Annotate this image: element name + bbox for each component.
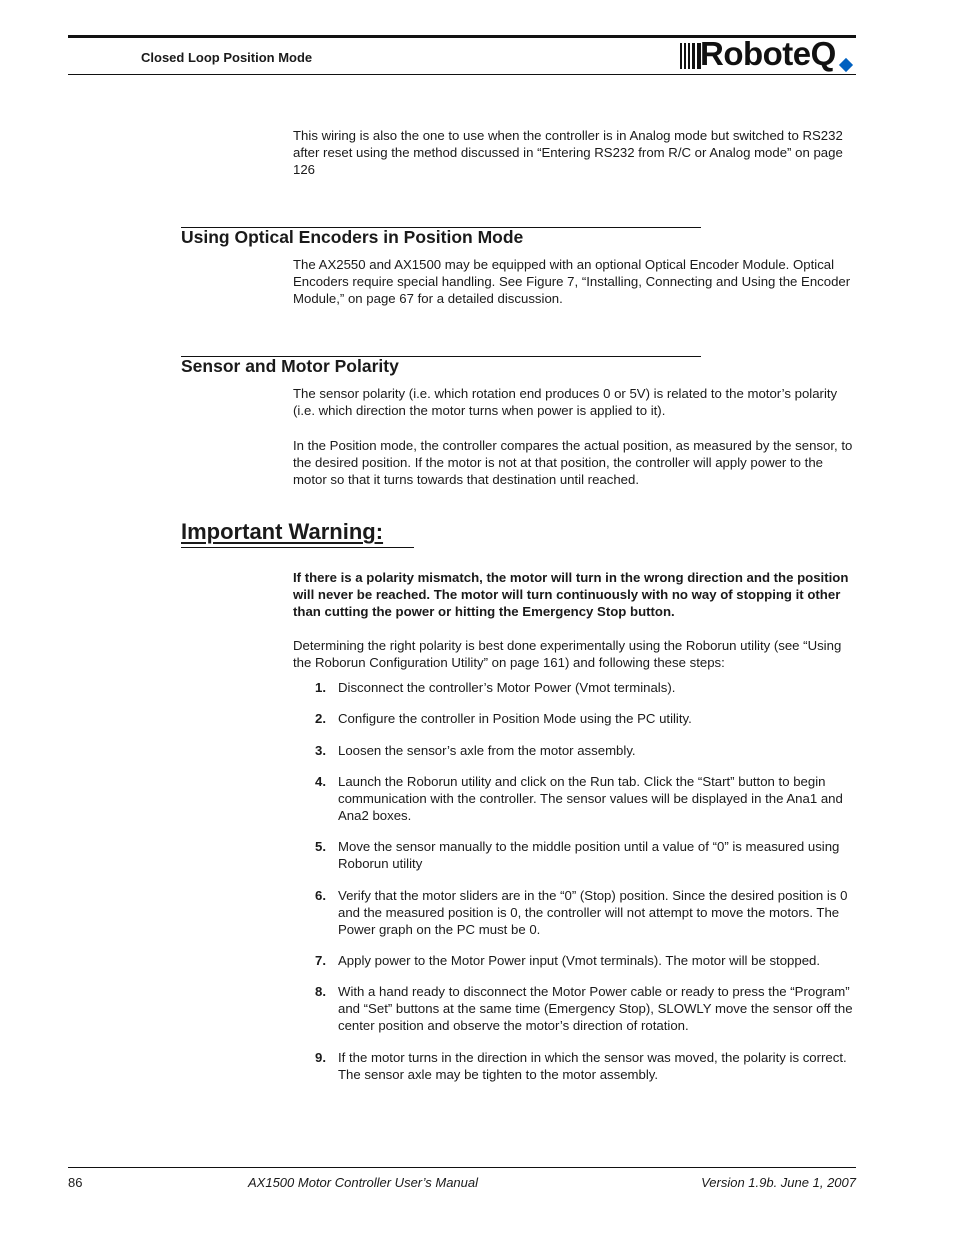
page-number: 86 [68, 1175, 83, 1190]
step-text: Loosen the sensor’s axle from the motor assembly. [338, 743, 636, 758]
step-text: With a hand ready to disconnect the Motor Power cable or ready to press the “Program” and “Set” buttons at the same time (Emergency Stop), SLOWLY move the sensor off the center position and observe the motor’s direction of rotation. [338, 984, 853, 1033]
intro-paragraph: This wiring is also the one to use when the controller is in Analog mode but switched to RS232 after reset using the method discussed in “Entering RS232 from R/C or Analog mode” on page 126 [293, 128, 843, 177]
logo-wordmark: RoboteQ [700, 35, 836, 72]
steps-intro: Determining the right polarity is best done experimentally using the Roborun utility (see “Using the Roborun Configuration Utility” on page 161) and following these steps: [293, 638, 842, 670]
optical-encoders-paragraph: The AX2550 and AX1500 may be equipped with an optional Optical Encoder Module. Optical Encoders require special handling. See Figure 7, “Installing, Connecting and Using the Encoder Module,” on page 67 for a detailed discussion. [293, 257, 851, 306]
step-number: 2. [315, 711, 326, 726]
roboteq-logo [680, 35, 858, 74]
step-text: Move the sensor manually to the middle position until a value of “0” is measured using Roborun utility [338, 839, 840, 871]
footer-rule [68, 1167, 856, 1168]
step-number: 4. [315, 774, 326, 789]
step-text: Configure the controller in Position Mode using the PC utility. [338, 711, 692, 726]
polarity-paragraph-2: In the Position mode, the controller compares the actual position, as measured by the sensor, to the desired position. If the motor is not at that position, the controller will apply power to the motor so that it turns towards that destination until reached. [293, 438, 853, 487]
polarity-paragraph-1: The sensor polarity (i.e. which rotation end produces 0 or 5V) is related to the motor’s polarity (i.e. which direction the motor turns when power is applied to it). [293, 386, 838, 418]
step-number: 5. [315, 839, 326, 854]
step-text: Launch the Roborun utility and click on the Run tab. Click the “Start” button to begin communication with the controller. The sensor values will be displayed in the Ana1 and Ana2 boxes. [338, 774, 843, 823]
step-text: Apply power to the Motor Power input (Vmot terminals). The motor will be stopped. [338, 953, 821, 968]
step-text: Disconnect the controller’s Motor Power (Vmot terminals). [338, 680, 676, 695]
step-number: 1. [315, 680, 326, 695]
step-number: 3. [315, 743, 326, 758]
warning-text: If there is a polarity mismatch, the motor will turn in the wrong direction and the position will never be reached. The motor will turn continuously with no way of stopping it other than cutting the power or hitting the Emergency Stop button. [293, 570, 849, 619]
step-number: 7. [315, 953, 326, 968]
step-number: 6. [315, 888, 326, 903]
running-title: Closed Loop Position Mode [141, 50, 313, 65]
manual-title: AX1500 Motor Controller User’s Manual [248, 1175, 479, 1190]
logo-bars-icon [680, 43, 702, 69]
step-text: If the motor turns in the direction in which the sensor was moved, the polarity is correct. The sensor axle may be tighten to the motor assembly. [338, 1050, 847, 1082]
step-number: 9. [315, 1050, 326, 1065]
step-text: Verify that the motor sliders are in the “0” (Stop) position. Since the desired position is 0 and the measured position is 0, the controller will not attempt to move the motors. The Power graph on the PC must be 0. [338, 888, 848, 937]
warning-heading: Important Warning: [181, 519, 384, 544]
warning-underline [181, 547, 414, 548]
version-info: Version 1.9b. June 1, 2007 [701, 1175, 856, 1190]
section-heading-polarity: Sensor and Motor Polarity [181, 356, 399, 376]
step-number: 8. [315, 984, 326, 999]
logo-accent-icon [839, 58, 853, 72]
section-heading-optical-encoders: Using Optical Encoders in Position Mode [181, 227, 524, 247]
header-underline [68, 74, 856, 75]
